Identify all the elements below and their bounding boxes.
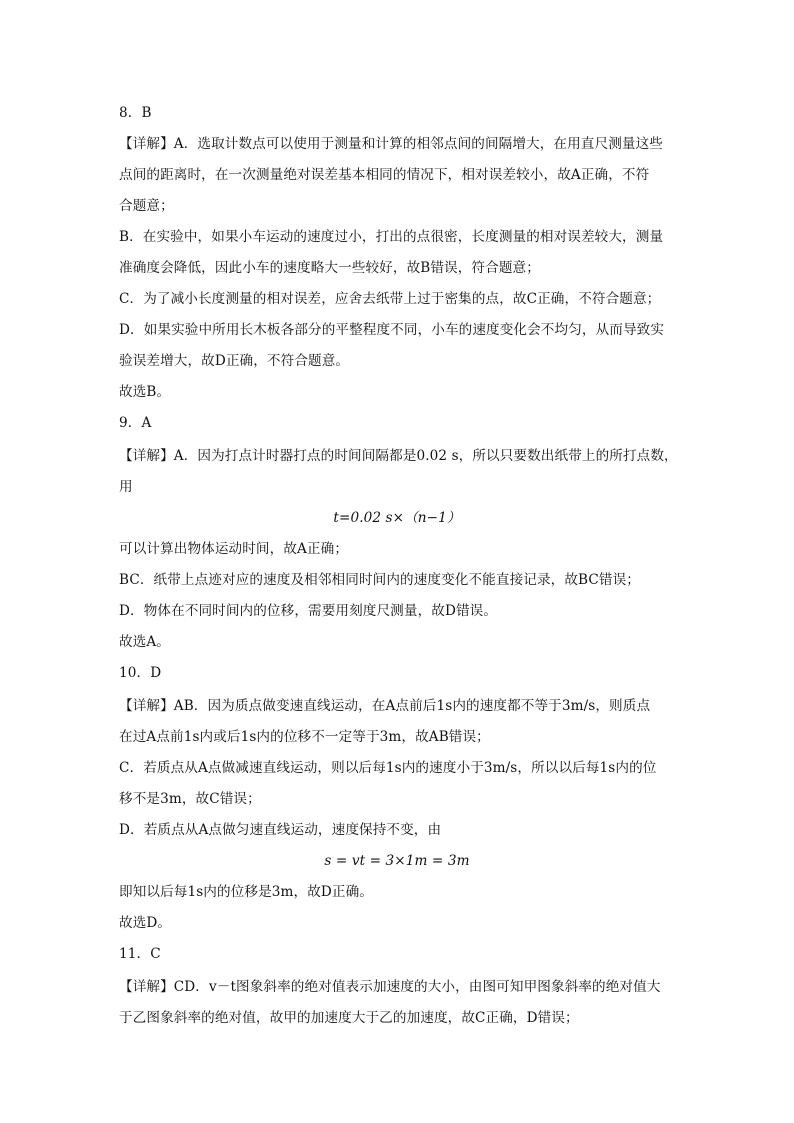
q9-explanation-line: BC．纸带上点迹对应的速度及相邻相同时间内的速度变化不能直接记录，故BC错误； [119,572,640,588]
q10-explanation-line: 【详解】AB．因为质点做变速直线运动，在A点前后1s内的速度都不等于3m/s，则质点 [119,698,651,714]
q8-explanation-line: D．如果实验中所用长木板各部分的平整程度不同，小车的速度变化会不均匀，从而导致实 [119,322,665,338]
q9-conclusion: 故选A。 [119,634,170,650]
q9-explanation-line: 用 [119,479,133,495]
question-9-answer: 9．A [119,415,152,431]
q9-explanation-line: D．物体在不同时间内的位移，需要用刻度尺测量，故D错误。 [119,603,498,619]
q10-explanation-line: C．若质点从A点做减速直线运动，则以后每1s内的速度小于3m/s，所以以后每1s内的位 [119,760,657,776]
question-10-answer: 10．D [119,665,162,681]
q8-explanation-line: 【详解】A．选取计数点可以使用于测量和计算的相邻点间的间隔增大，在用直尺测量这些 [119,136,663,152]
question-11-answer: 11．C [119,946,161,962]
q11-explanation-line: 于乙图象斜率的绝对值，故甲的加速度大于乙的加速度，故C正确，D错误； [119,1010,579,1026]
question-8-answer: 8．B [119,105,152,121]
q9-explanation-line: 可以计算出物体运动时间，故A正确； [119,541,349,557]
q8-explanation-line: B．在实验中，如果小车运动的速度过小，打出的点很密，长度测量的相对误差较大，测量 [119,229,664,245]
q8-explanation-line: 准确度会降低，因此小车的速度略大一些较好，故B错误，符合题意； [119,260,540,276]
q10-explanation-line: D．若质点从A点做匀速直线运动，速度保持不变，由 [119,822,442,838]
q10-explanation-line: 在过A点前1s内或后1s内的位移不一定等于3m，故AB错误； [119,729,490,745]
q10-explanation-line: 移不是3m，故C错误； [119,791,261,807]
q8-explanation-line: 点间的距离时，在一次测量绝对误差基本相同的情况下，相对误差较小，故A正确，不符 [119,167,650,183]
q9-formula: t=0.02 s×（n−1） [333,510,461,526]
q8-explanation-line: C．为了减小长度测量的相对误差，应舍去纸带上过于密集的点，故C正确，不符合题意； [119,291,661,307]
q10-conclusion: 故选D。 [119,915,172,931]
q11-explanation-line: 【详解】CD．v－t图象斜率的绝对值表示加速度的大小，由图可知甲图象斜率的绝对值大 [119,979,661,995]
q10-explanation-line: 即知以后每1s内的位移是3m，故D正确。 [119,884,373,900]
q8-conclusion: 故选B。 [119,384,171,400]
q10-formula: s = vt = 3×1m = 3m [324,853,470,869]
q8-explanation-line: 合题意； [119,198,174,214]
q9-explanation-line: 【详解】A．因为打点计时器打点的时间间隔都是0.02 s，所以只要数出纸带上的所打点数， [119,448,678,464]
q8-explanation-line: 验误差增大，故D正确，不符合题意。 [119,353,350,369]
